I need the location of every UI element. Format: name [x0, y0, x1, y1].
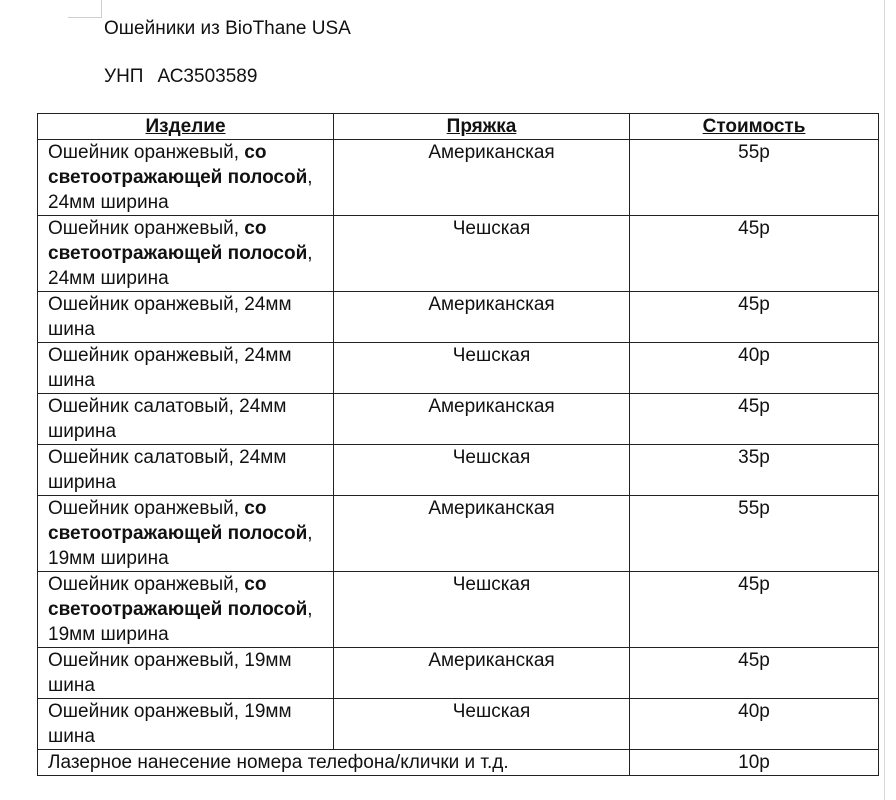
product-text: Ошейник салатовый, 24мм ширина — [48, 447, 287, 493]
product-text: Ошейник оранжевый, 24мм шина — [48, 294, 292, 340]
price-cell: 45р — [630, 216, 879, 292]
margin-corner-mark — [101, 0, 102, 18]
table-row — [38, 140, 879, 216]
price-cell: 45р — [630, 394, 879, 445]
engraving-price-cell: 10р — [630, 750, 879, 776]
table-row — [38, 445, 879, 496]
price-cell: 45р — [630, 648, 879, 699]
product-text: Ошейник оранжевый, — [48, 142, 245, 163]
product-cell — [38, 394, 334, 445]
product-highlight: со светоотражающей полосой — [48, 574, 308, 620]
product-text: Ошейник салатовый, 24мм ширина — [48, 396, 287, 442]
buckle-cell: Чешская — [334, 572, 630, 648]
product-cell — [38, 699, 334, 750]
unp-label: УНП — [104, 66, 144, 87]
product-cell — [38, 648, 334, 699]
price-cell: 55р — [630, 496, 879, 572]
product-text: Ошейник оранжевый, 19мм шина — [48, 701, 292, 747]
table-header-row — [38, 114, 879, 140]
product-suffix: , 19мм ширина — [48, 599, 313, 645]
price-table — [37, 113, 879, 776]
product-text: Ошейник оранжевый, — [48, 574, 245, 595]
price-cell: 45р — [630, 292, 879, 343]
product-suffix: , 24мм ширина — [48, 167, 313, 213]
table-row — [38, 648, 879, 699]
header-product: Изделие — [38, 114, 334, 140]
table-row — [38, 343, 879, 394]
price-cell: 55р — [630, 140, 879, 216]
table-row — [38, 292, 879, 343]
product-text: Ошейник оранжевый, — [48, 218, 245, 239]
product-highlight: со светоотражающей полосой — [48, 498, 308, 544]
document-title: Ошейники из BioThane USA — [104, 18, 351, 39]
table-row — [38, 699, 879, 750]
product-cell — [38, 496, 334, 572]
price-cell: 40р — [630, 343, 879, 394]
table-row — [38, 216, 879, 292]
price-cell: 40р — [630, 699, 879, 750]
product-cell — [38, 445, 334, 496]
product-text: Ошейник оранжевый, — [48, 498, 245, 519]
buckle-cell: Американская — [334, 140, 630, 216]
buckle-cell: Чешская — [334, 343, 630, 394]
product-text: Ошейник оранжевый, 24мм шина — [48, 345, 292, 391]
product-highlight: со светоотражающей полосой — [48, 218, 308, 264]
buckle-cell: Американская — [334, 496, 630, 572]
product-cell — [38, 572, 334, 648]
margin-corner-mark — [68, 17, 102, 18]
header-buckle: Пряжка — [334, 114, 630, 140]
header-price: Стоимость — [630, 114, 879, 140]
buckle-cell: Американская — [334, 394, 630, 445]
buckle-cell: Чешская — [334, 216, 630, 292]
price-cell: 45р — [630, 572, 879, 648]
buckle-cell: Чешская — [334, 699, 630, 750]
product-cell — [38, 292, 334, 343]
unp-value: АС3503589 — [157, 66, 258, 87]
page-edge — [884, 0, 885, 800]
buckle-cell: Американская — [334, 292, 630, 343]
engraving-cell: Лазерное нанесение номера телефона/клички и т.д. — [38, 750, 630, 776]
table-footer-row — [38, 750, 879, 776]
product-highlight: со светоотражающей полосой — [48, 142, 308, 188]
product-cell — [38, 216, 334, 292]
product-cell — [38, 140, 334, 216]
product-text: Ошейник оранжевый, 19мм шина — [48, 650, 292, 696]
buckle-cell: Американская — [334, 648, 630, 699]
table-row — [38, 496, 879, 572]
unp-line — [104, 66, 257, 88]
table-row — [38, 572, 879, 648]
product-suffix: , 24мм ширина — [48, 243, 313, 289]
buckle-cell: Чешская — [334, 445, 630, 496]
product-suffix: , 19мм ширина — [48, 523, 313, 569]
product-cell — [38, 343, 334, 394]
table-row — [38, 394, 879, 445]
price-cell: 35р — [630, 445, 879, 496]
